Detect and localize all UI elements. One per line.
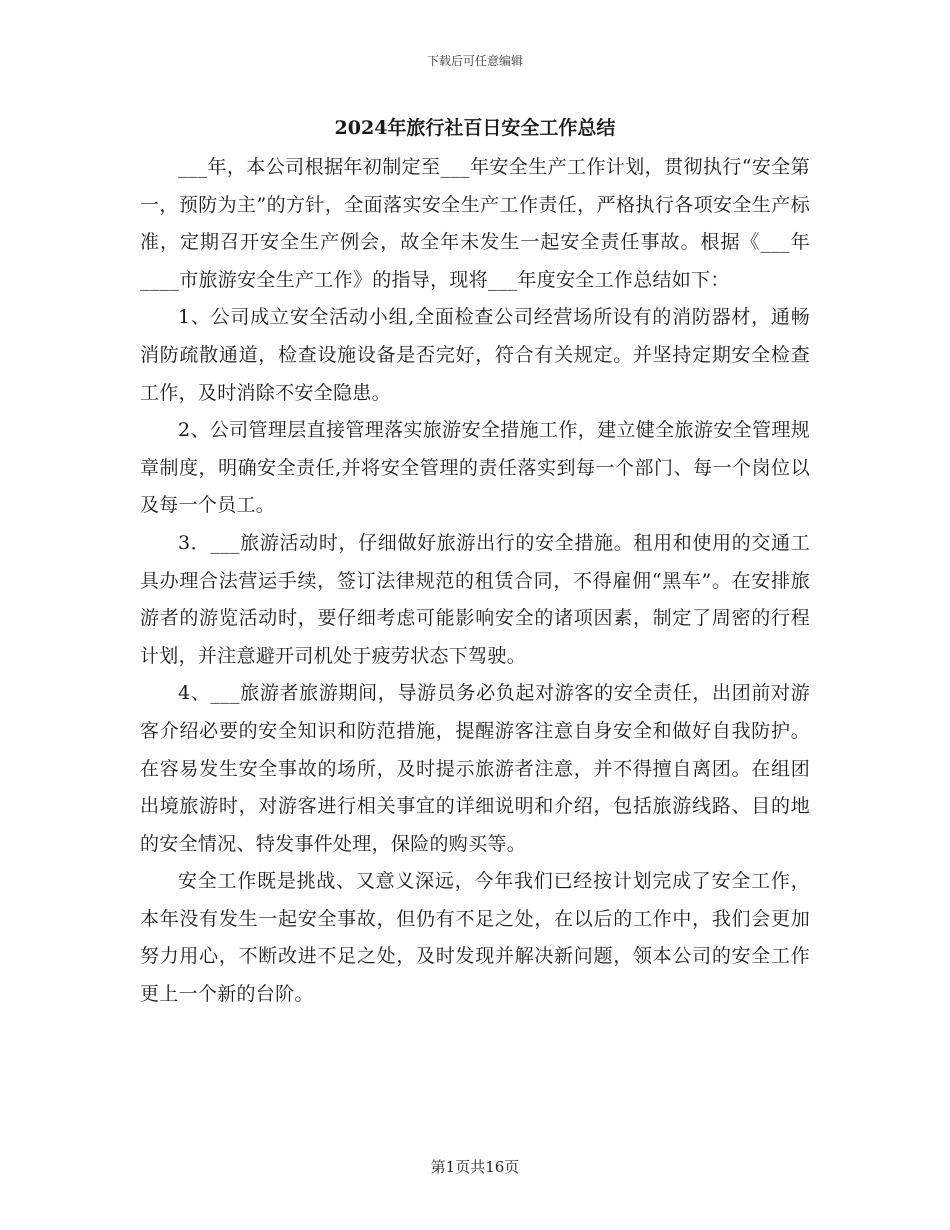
document-body [140,149,810,1014]
page-number: 第1页共16页 [430,1158,520,1176]
paragraph-intro: ___年，本公司根据年初制定至___年安全生产工作计划，贯彻执行“安全第一，预防为主”的方针，全面落实安全生产工作责任，严格执行各项安全生产标准，定期召开安全生产例会，故全年未发生一起安全责任事故。根据《___年____市旅游安全生产工作》的指导，现将___年度安全工作总结如下： [140,156,810,291]
paragraph-item-2: 2、公司管理层直接管理落实旅游安全措施工作，建立健全旅游安全管理规章制度，明确安全责任,并将安全管理的责任落实到每一个部门、每一个岗位以及每一个员工。 [140,419,810,517]
paragraph-item-3: 3．___旅游活动时，仔细做好旅游出行的安全措施。租用和使用的交通工具办理合法营运手续，签订法律规范的租赁合同，不得雇佣“黑车”。在安排旅游者的游览活动时，要仔细考虑可能影响安全的诸项因素，制定了周密的行程计划，并注意避开司机处于疲劳状态下驾驶。 [140,531,810,667]
paragraph-conclusion: 安全工作既是挑战、又意义深远，今年我们已经按计划完成了安全工作，本年没有发生一起安全事故，但仍有不足之处，在以后的工作中，我们会更加努力用心，不断改进不足之处，及时发现并解决新问题，领本公司的安全工作更上一个新的台阶。 [140,870,810,1006]
header-note: 下载后可任意编辑 [426,54,523,68]
paragraph-item-4: 4、___旅游者旅游期间，导游员务必负起对游客的安全责任，出团前对游客介绍必要的安全知识和防范措施，提醒游客注意自身安全和做好自我防护。在容易发生安全事故的场所，及时提示旅游者注意，并不得擅自离团。在组团出境旅游时，对游客进行相关事宜的详细说明和介绍，包括旅游线路、目的地的安全情况、特发事件处理，保险的购买等。 [140,682,810,855]
paragraph-item-1: 1、公司成立安全活动小组,全面检查公司经营场所设有的消防器材，通畅消防疏散通道，检查设施设备是否完好，符合有关规定。并坚持定期安全检查工作，及时消除不安全隐患。 [140,306,810,404]
document-title: 2024年旅行社百日安全工作总结 [334,117,616,139]
